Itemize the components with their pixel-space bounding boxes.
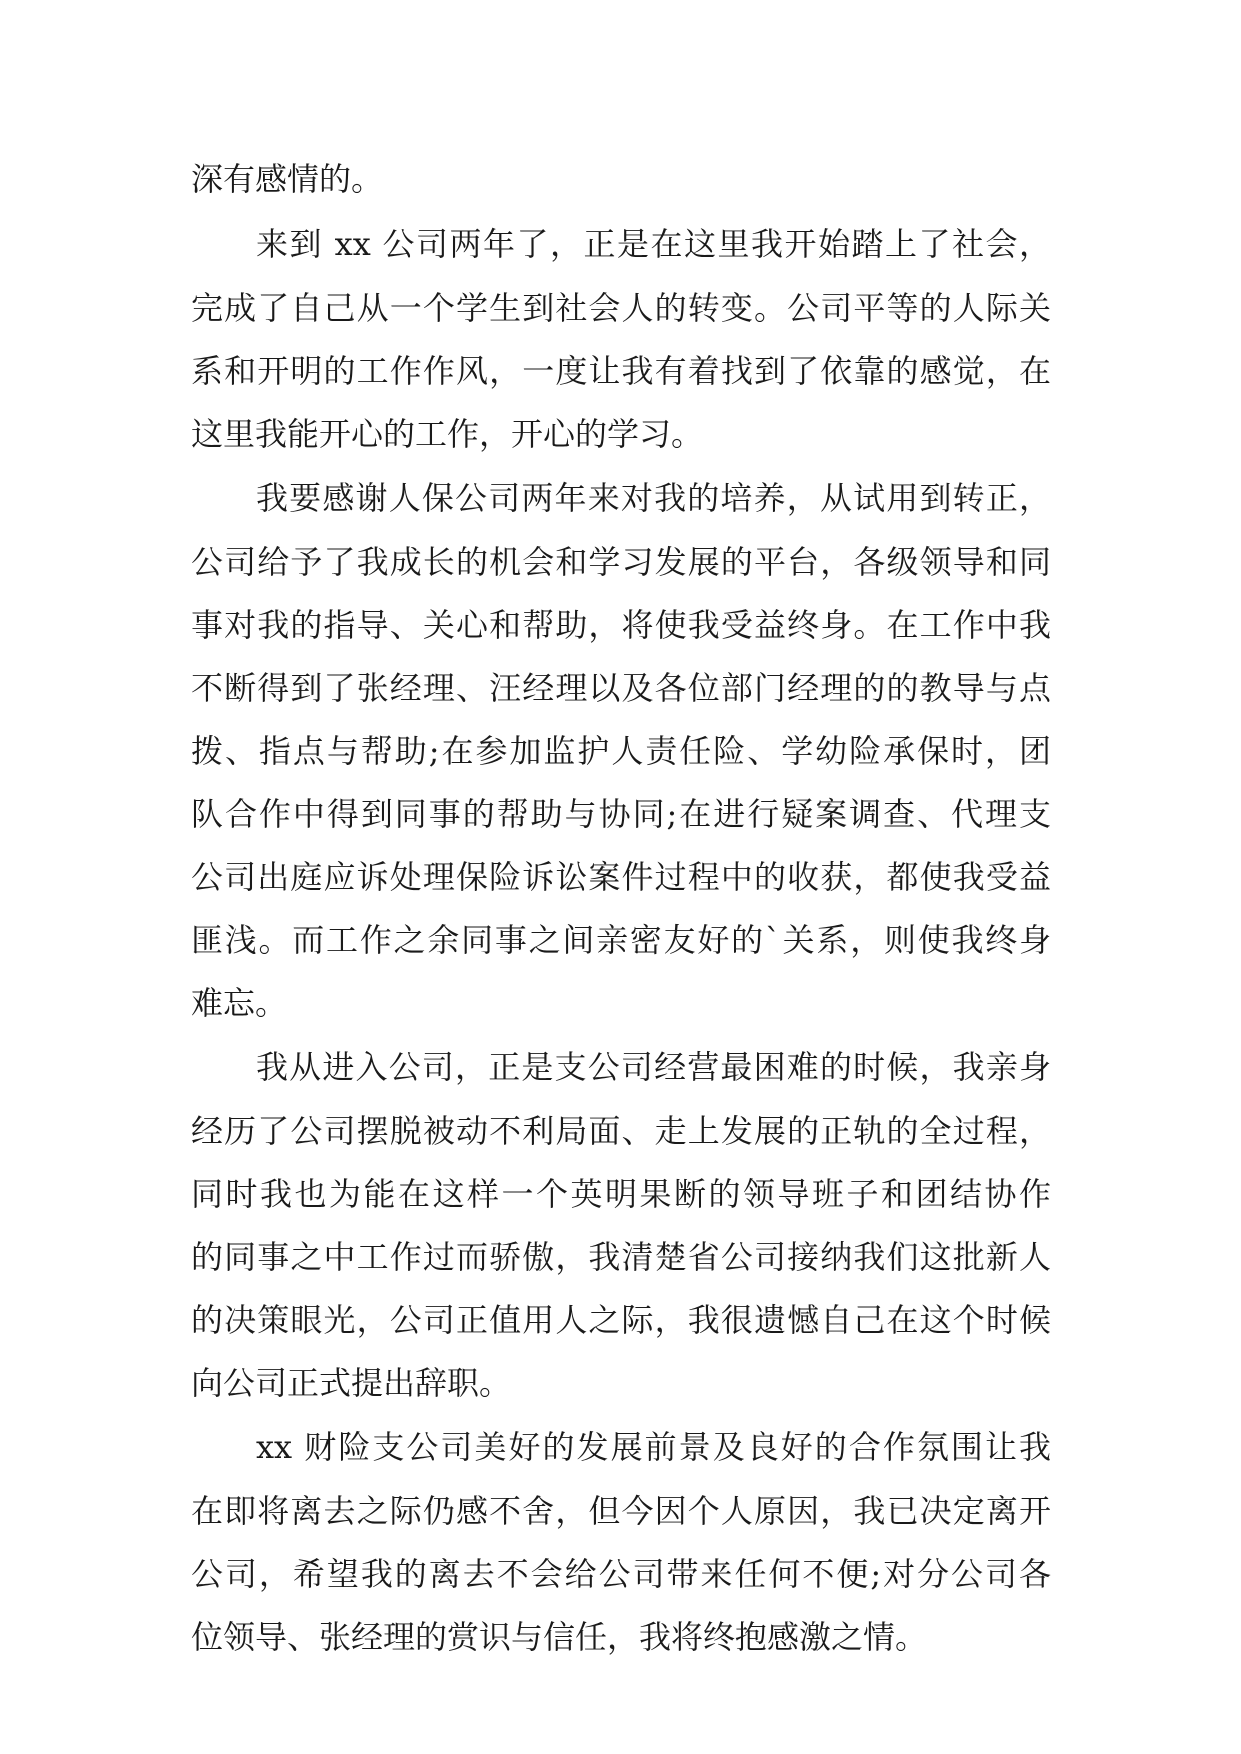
text-line: 系和开明的工作作风，一度让我有着找到了依靠的感觉，在 (191, 352, 1051, 390)
text-line: 在即将离去之际仍感不舍，但今因个人原因，我已决定离开 (191, 1492, 1051, 1530)
text-line: 事对我的指导、关心和帮助，将使我受益终身。在工作中我 (191, 606, 1051, 644)
text-line: 完成了自己从一个学生到社会人的转变。公司平等的人际关 (191, 289, 1051, 327)
text-line: 公司给予了我成长的机会和学习发展的平台，各级领导和同 (191, 543, 1051, 581)
text-line: 这里我能开心的工作，开心的学习。 (191, 415, 704, 453)
text-line: 的同事之中工作过而骄傲，我清楚省公司接纳我们这批新人 (191, 1238, 1051, 1276)
text-line: 的决策眼光，公司正值用人之际，我很遗憾自己在这个时候 (191, 1301, 1051, 1339)
text-line: 公司，希望我的离去不会给公司带来任何不便;对分公司各 (191, 1555, 1051, 1593)
text-line: 我要感谢人保公司两年来对我的培养，从试用到转正， (256, 479, 1051, 517)
text-line: 队合作中得到同事的帮助与协同;在进行疑案调查、代理支 (191, 795, 1051, 833)
text-line: xx 财险支公司美好的发展前景及良好的合作氛围让我 (256, 1428, 1051, 1466)
text-line: 难忘。 (191, 984, 288, 1022)
text-line: 深有感情的。 (191, 160, 384, 198)
text-line: 向公司正式提出辞职。 (191, 1364, 512, 1402)
text-line: 同时我也为能在这样一个英明果断的领导班子和团结协作 (191, 1175, 1051, 1213)
text-line: 拨、指点与帮助;在参加监护人责任险、学幼险承保时，团 (191, 732, 1051, 770)
text-line: 公司出庭应诉处理保险诉讼案件过程中的收获，都使我受益 (191, 858, 1051, 896)
text-line: 匪浅。而工作之余同事之间亲密友好的`关系，则使我终身 (191, 921, 1051, 959)
text-line: 我从进入公司，正是支公司经营最困难的时候，我亲身 (256, 1048, 1051, 1086)
text-line: 经历了公司摆脱被动不利局面、走上发展的正轨的全过程， (191, 1112, 1051, 1150)
text-line: 不断得到了张经理、汪经理以及各位部门经理的的教导与点 (191, 669, 1051, 707)
text-line: 位领导、张经理的赏识与信任，我将终抱感激之情。 (191, 1618, 928, 1656)
text-line: 来到 xx 公司两年了，正是在这里我开始踏上了社会， (256, 225, 1051, 263)
